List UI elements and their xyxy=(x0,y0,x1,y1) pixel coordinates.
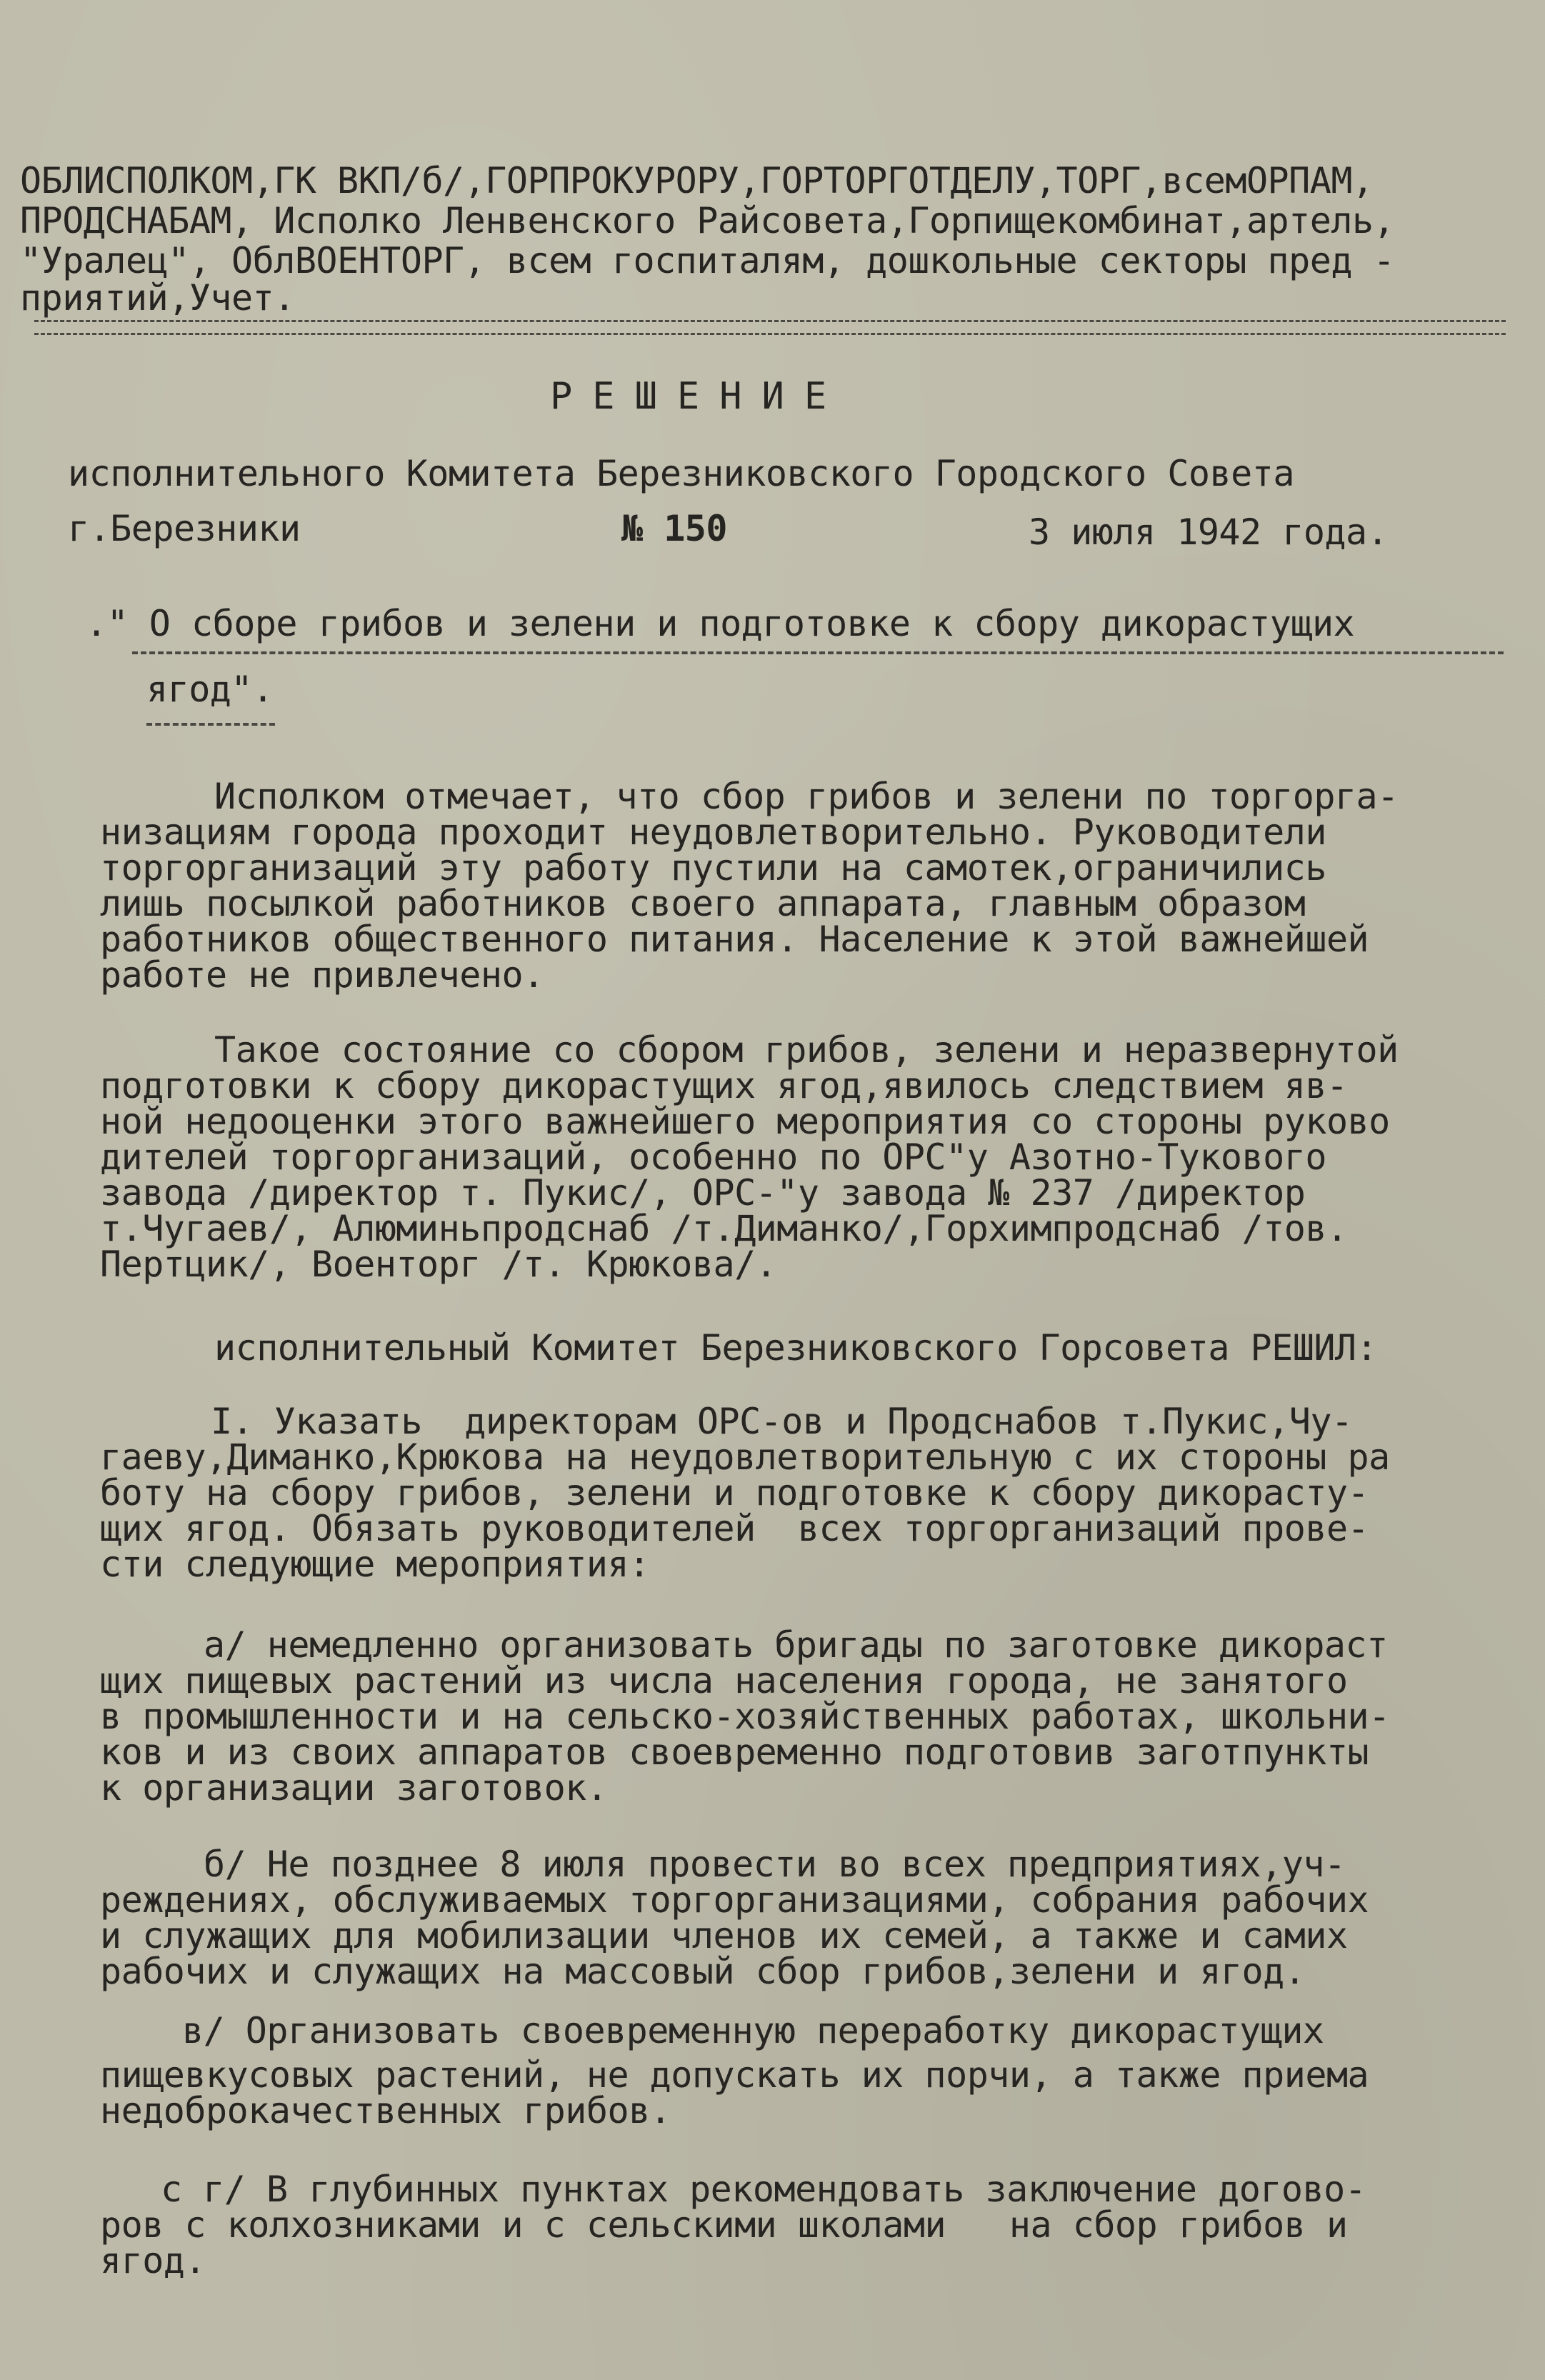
issuing-body: исполнительного Комитета Березниковского Городского Совета xyxy=(68,453,1294,494)
body-line: I. Указать директорам ОРС-ов и Продснабов т.Пукис,Чу- xyxy=(211,1401,1353,1442)
body-line: и служащих для мобилизации членов их семей, а также и самих xyxy=(100,1915,1348,1956)
body-line: низациям города проходит неудовлетворительно. Руководители xyxy=(100,811,1326,853)
body-line: подготовки к сбору дикорастущих ягод,явилось следствием яв- xyxy=(100,1065,1348,1106)
addressee-line: ПРОДСНАБАМ, Исполко Ленвенского Райсовета,Горпищекомбинат,артель, xyxy=(20,200,1395,241)
body-line: ягод. xyxy=(100,2240,206,2281)
body-line: Такое состояние со сбором грибов, зелени и неразвернутой xyxy=(214,1029,1399,1071)
body-line: завода /директор т. Пукис/, ОРС-"у завода № 237 /директор xyxy=(100,1172,1306,1214)
body-line: лишь посылкой работников своего аппарата, главным образом xyxy=(100,883,1306,924)
body-line: а/ немедленно организовать бригады по заготовке дикораст xyxy=(204,1624,1388,1666)
subject-line: ." О сборе грибов и зелени и подготовке к сбору дикорастущих xyxy=(86,603,1355,644)
body-line: сти следующие мероприятия: xyxy=(100,1544,650,1585)
document-number: № 150 xyxy=(621,508,728,549)
body-line: работников общественного питания. Население к этой важнейшей xyxy=(100,919,1369,960)
body-line: Исполком отмечает, что сбор грибов и зелени по торгорга- xyxy=(214,776,1399,817)
body-line: Пертцик/, Военторг /т. Крюкова/. xyxy=(100,1244,777,1285)
body-line: т.Чугаев/, Алюминьпродснаб /т.Диманко/,Горхимпродснаб /тов. xyxy=(100,1208,1348,1249)
document-date: 3 июля 1942 года. xyxy=(1029,511,1389,553)
body-line: щих ягод. Обязать руководителей всех торгорганизаций прове- xyxy=(100,1508,1369,1549)
header-separator xyxy=(34,333,1506,335)
document-title: РЕШЕНИЕ xyxy=(550,375,847,418)
body-line: в промышленности и на сельско-хозяйственных работах, школьни- xyxy=(100,1696,1390,1737)
body-line: ров с колхозниками и с сельскими школами на сбор грибов и xyxy=(100,2204,1348,2246)
body-line: недоброкачественных грибов. xyxy=(100,2090,671,2131)
body-line: щих пищевых растений из числа населения города, не занятого xyxy=(100,1660,1348,1701)
document-city: г.Березники xyxy=(68,508,301,549)
body-line: работе не привлечено. xyxy=(100,954,544,996)
body-line: боту на сбору грибов, зелени и подготовке к сбору дикорасту- xyxy=(100,1472,1369,1514)
body-line: реждениях, обслуживаемых торгорганизациями, собрания рабочих xyxy=(100,1879,1369,1921)
subject-line: ягод". xyxy=(146,669,274,710)
body-line: пищевкусовых растений, не допускать их порчи, а также приема xyxy=(100,2054,1369,2096)
subject-underline xyxy=(132,651,1504,654)
addressee-line: ОБЛИСПОЛКОМ,ГК ВКП/б/,ГОРПРОКУРОРУ,ГОРТОРГОТДЕЛУ,ТОРГ,всемОРПАМ, xyxy=(20,160,1374,201)
body-line: б/ Не позднее 8 июля провести во всех предприятиях,уч- xyxy=(204,1844,1346,1885)
body-line: ков и из своих аппаратов своевременно подготовив заготпункты xyxy=(100,1731,1369,1773)
body-line: рабочих и служащих на массовый сбор грибов,зелени и ягод. xyxy=(100,1951,1306,1992)
header-separator xyxy=(34,320,1506,322)
body-line: гаеву,Диманко,Крюкова на неудовлетворительную с их стороны ра xyxy=(100,1436,1390,1478)
body-line: в/ Организовать своевременную переработку дикорастущих xyxy=(182,2010,1324,2051)
addressee-line: "Уралец", ОблВОЕНТОРГ, всем госпиталям, дошкольные секторы пред - xyxy=(20,240,1395,281)
body-line: дителей торгорганизаций, особенно по ОРС"у Азотно-Тукового xyxy=(100,1136,1326,1178)
addressee-line: приятий,Учет. xyxy=(20,277,295,319)
body-line: с г/ В глубинных пунктах рекомендовать заключение догово- xyxy=(161,2169,1366,2210)
body-line: к организации заготовок. xyxy=(100,1767,608,1809)
resolution-heading: исполнительный Комитет Березниковского Горсовета РЕШИЛ: xyxy=(214,1327,1378,1369)
body-line: торгорганизаций эту работу пустили на самотек,ограничились xyxy=(100,847,1326,889)
subject-underline xyxy=(146,723,275,726)
body-line: ной недооценки этого важнейшего мероприятия со стороны руково xyxy=(100,1101,1390,1142)
